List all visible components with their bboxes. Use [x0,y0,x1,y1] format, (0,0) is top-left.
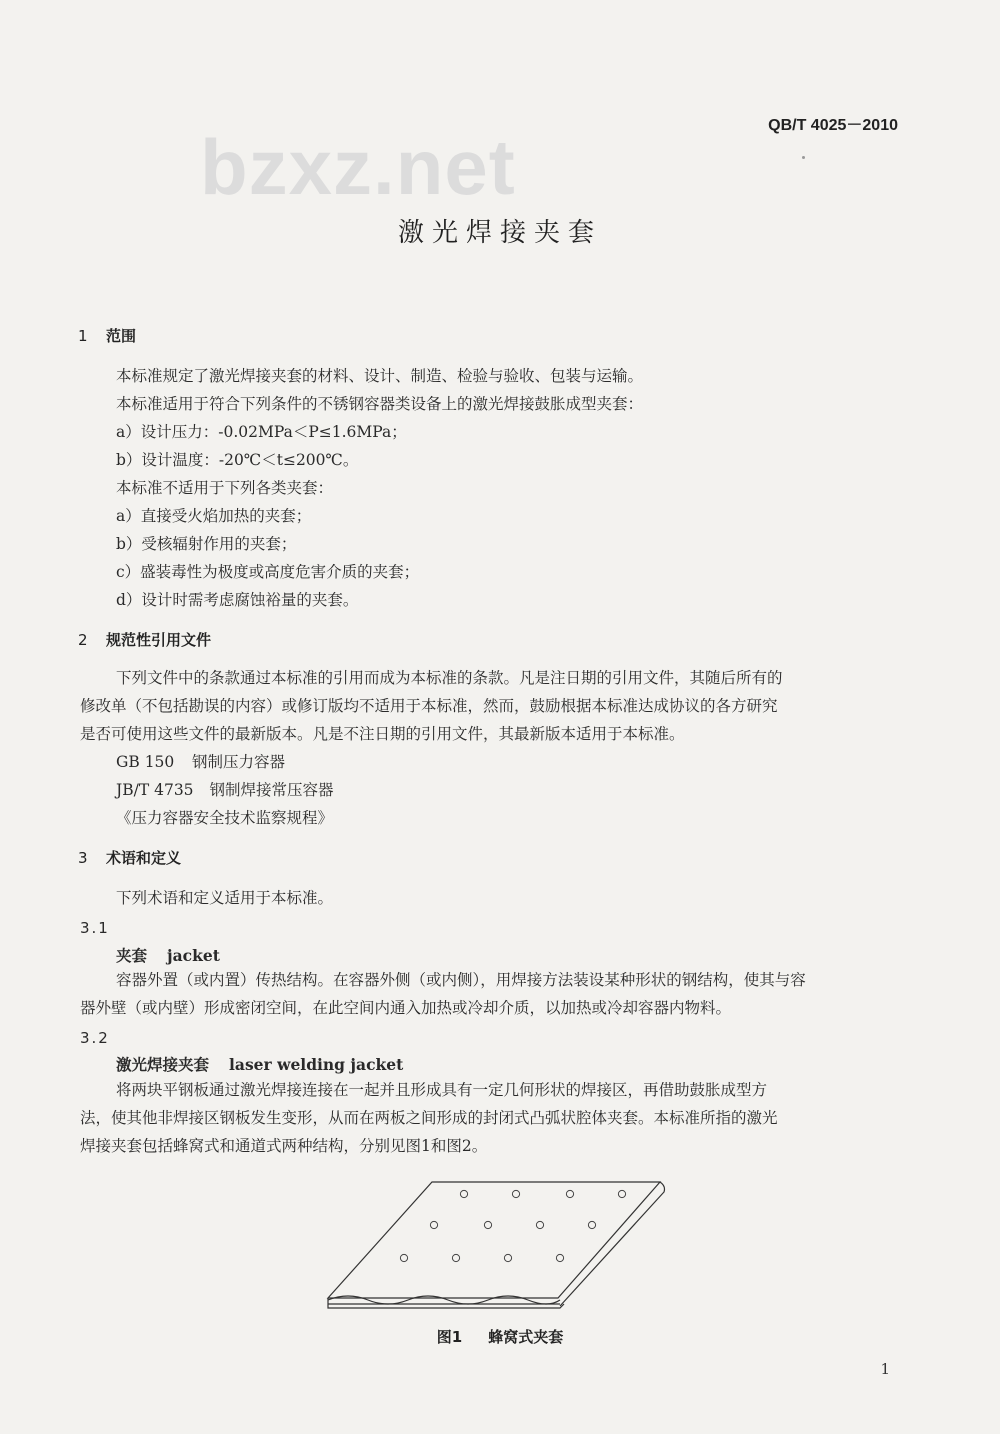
document-title: 激光焊接夹套 [397,218,602,248]
paragraph-line: 法，使其他非焊接区钢板发生变形，从而在两板之间形成的封闭式凸弧状腔体夹套。本标准所指的激光 [80,1109,778,1127]
plate-outline [328,1182,665,1308]
section-title: 规范性引用文件 [106,631,212,649]
paragraph-line: 器外壁（或内壁）形成密闭空间，在此空间内通入加热或冷却介质，以加热或冷却容器内物料。 [80,999,732,1017]
figure-title: 蜂窝式夹套 [488,1328,564,1346]
list-item: b）设计温度：-20℃＜t≤200℃。 [116,451,359,469]
section-1-heading [78,326,136,346]
reference-item: 《压力容器安全技术监察规程》 [116,809,334,827]
figure-label: 图1 [436,1328,463,1346]
section-number: 2 [78,631,88,649]
clause-number: 3.1 [80,919,110,937]
figure-caption [0,1326,1000,1347]
paragraph-line: 本标准不适用于下列各类夹套： [116,479,334,497]
section-number: 3 [78,849,88,867]
reference-code: JB/T 4735 [116,781,194,799]
clause-number: 3.2 [80,1029,110,1047]
page-number: 1 [880,1360,890,1378]
term-en: laser welding jacket [229,1055,404,1074]
standard-code: QB/T 4025－2010 [768,117,898,134]
list-item: c）盛装毒性为极度或高度危害介质的夹套； [116,563,420,581]
reference-name: 钢制焊接常压容器 [209,781,334,799]
paragraph-line: 将两块平钢板通过激光焊接连接在一起并且形成具有一定几何形状的焊接区，再借助鼓胀成型方 [116,1081,768,1099]
weld-points [400,1190,625,1261]
list-item: d）设计时需考虑腐蚀裕量的夹套。 [116,591,359,609]
paragraph-line: 下列术语和定义适用于本标准。 [116,889,334,907]
paragraph-line: 本标准规定了激光焊接夹套的材料、设计、制造、检验与验收、包装与运输。 [116,367,644,385]
reference-code: GB 150 [116,753,175,771]
section-title: 范围 [106,327,137,345]
reference-item [116,780,334,800]
reference-name: 钢制压力容器 [192,753,286,771]
paragraph-line: 本标准适用于符合下列条件的不锈钢容器类设备上的激光焊接鼓胀成型夹套： [116,395,644,413]
term-cn: 激光焊接夹套 [116,1055,210,1074]
term-cn: 夹套 [116,946,148,965]
section-2-heading [78,630,211,650]
watermark: bzxz.net [200,123,516,211]
paragraph-line: 焊接夹套包括蜂窝式和通道式两种结构，分别见图1和图2。 [80,1137,488,1155]
section-number: 1 [78,327,88,345]
term-entry [116,1055,403,1075]
list-item: b）受核辐射作用的夹套； [116,535,297,553]
list-item: a）直接受火焰加热的夹套； [116,507,312,525]
section-title: 术语和定义 [106,849,182,867]
term-en: jacket [167,946,220,965]
paragraph-line: 下列文件中的条款通过本标准的引用而成为本标准的条款。凡是注日期的引用文件，其随后所有的 [116,669,783,687]
list-item: a）设计压力：-0.02MPa＜P≤1.6MPa； [116,423,407,441]
paragraph-line: 修改单（不包括勘误的内容）或修订版均不适用于本标准，然而，鼓励根据本标准达成协议的各方研究 [80,697,778,715]
term-entry [116,946,220,966]
speck [802,156,805,159]
reference-item [116,752,285,772]
paragraph-line: 容器外置（或内置）传热结构。在容器外侧（或内侧），用焊接方法装设某种形状的钢结构，使其与容 [116,971,806,989]
paragraph-line: 是否可使用这些文件的最新版本。凡是不注日期的引用文件，其最新版本适用于本标准。 [80,725,685,743]
honeycomb-jacket-figure [320,1176,672,1316]
section-3-heading [78,848,181,868]
